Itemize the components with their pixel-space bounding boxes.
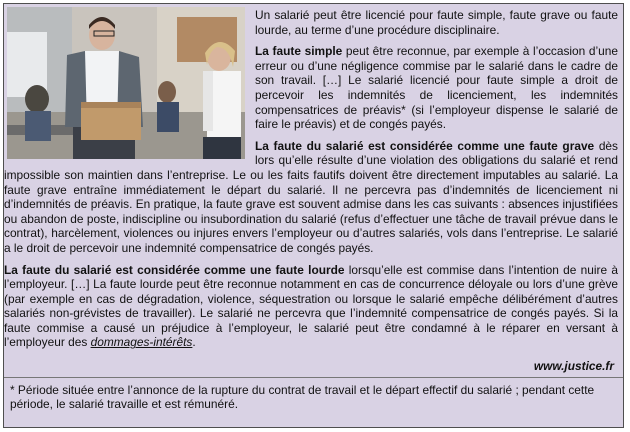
footnote-divider	[4, 377, 623, 378]
dommages-interets-link: dommages-intérêts	[90, 335, 193, 350]
source-label: www.justice.fr	[533, 359, 614, 374]
faute-simple-paragraph: La faute simple peut être reconnue, par exemple à l’occasion d’une erreur ou d’une négligence commise par le salarié dans le cadre de son travail. […] Le salarié licencié pour faute simple a droit de percevoir les indemnités de licenciement, les indemnités compensatrices de préavis* (si l’employeur dispense le salarié de faire le préavis) et de congés payés.	[255, 44, 618, 132]
faute-grave-term: La faute du salarié est considérée comme une faute grave	[255, 138, 595, 153]
faute-grave-paragraph: La faute du salarié est considérée comme une faute grave dès lors qu’elle résulte d’une violation des obligations du salarié et rend impossible son maintien dans l’entreprise. Le ou les faits fautifs doivent être directement imputables au salarié. La faute grave entraîne immédiatement le départ du salarié. Il ne percevra pas d’indemnités de licenciement ni d’indemnités de préavis. En pratique, la faute grave est souvent admise dans les cas suivants : absences injustifiées ou abandon de poste, indiscipline ou insubordination du salarié (refus d’effectuer une tâche de travail prévue dans le contrat), harcèlement, violences ou injures envers l’employeur ou d’autres salariés, vols dans l’entreprise. Le salarié a le droit de percevoir une indemnité compensatrice de congés payés.	[4, 138, 618, 255]
footnote: * Période située entre l’annonce de la rupture du contrat de travail et le départ effectif du salarié ; pendant cette période, le salarié travaille et est rémunéré.	[10, 382, 595, 412]
faute-lourde-paragraph: La faute du salarié est considérée comme une faute lourde lorsqu’elle est commise dans l’intention de nuire à l’employeur. […] La faute lourde peut être reconnue notamment en cas de concurrence déloyale ou lors d’une grève (par exemple en cas de dégradation, violence, séquestration ou lorsque le salarié empêche délibérément d’autres salariés non-grévistes de travailler). Le salarié ne percevra que l’indemnité compensatrice de congés payés. Si la faute commise a causé un préjudice à l’employeur, le salarié peut être condamné à le réparer en versant à l’employeur des dommages-intérêts.	[4, 262, 619, 350]
intro-paragraph: Un salarié peut être licencié pour faute simple, faute grave ou faute lourde, au terme d’une procédure disciplinaire.	[255, 8, 618, 37]
faute-lourde-term: La faute du salarié est considérée comme une faute lourde	[4, 262, 345, 277]
document-panel	[3, 3, 624, 428]
office-dismissal-photo	[7, 7, 245, 159]
faute-simple-term: La faute simple	[255, 44, 343, 59]
